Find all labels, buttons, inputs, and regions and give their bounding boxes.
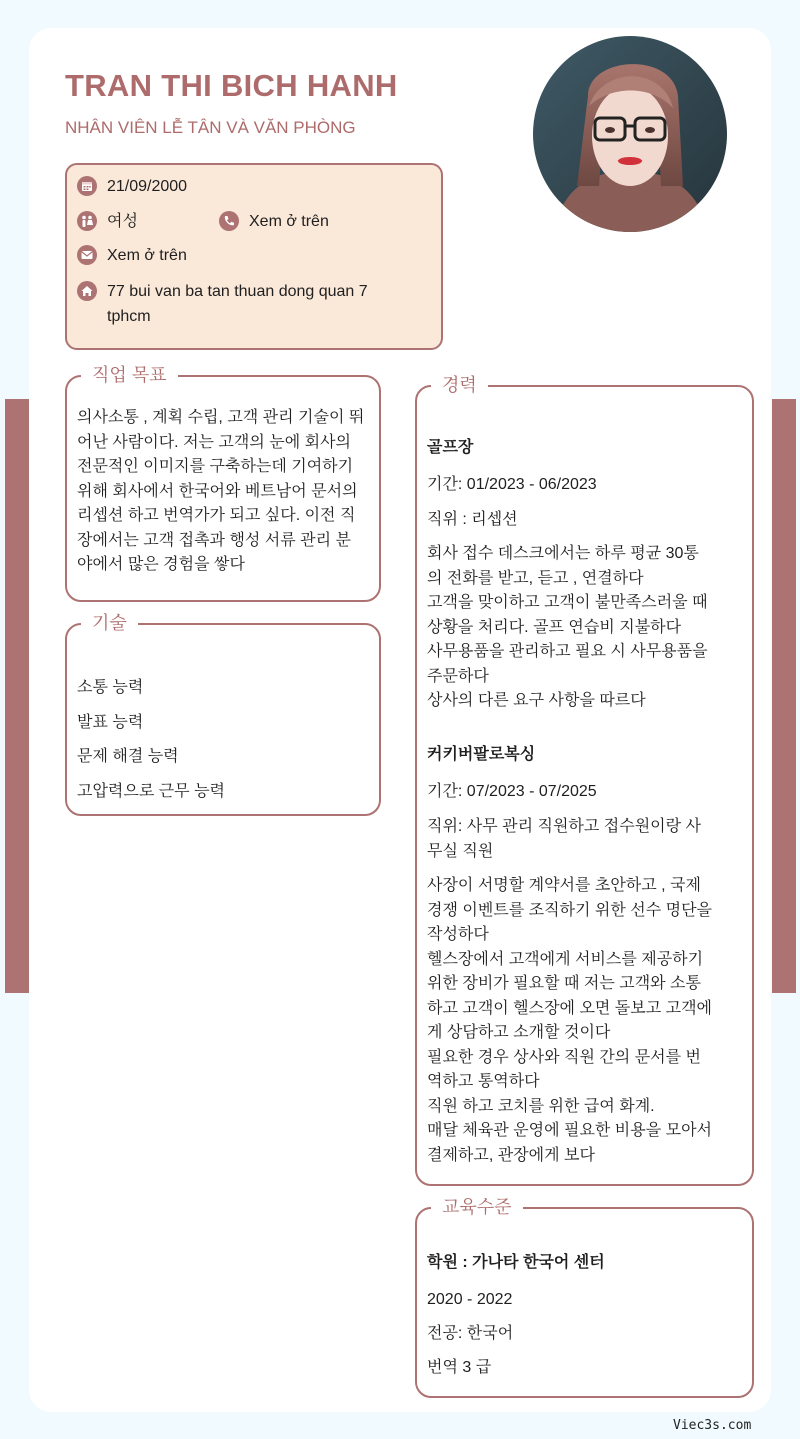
job-description-line: 필요한 경우 상사와 직원 간의 문서를 번: [427, 1048, 701, 1066]
objective-title: 직업 목표: [81, 364, 178, 386]
objective-line: 의사소통 , 계획 수립, 고객 관리 기술이 뛰: [77, 409, 365, 426]
objective-line: 야에서 많은 경험을 쌓다: [77, 556, 245, 573]
job-description-line: 하고 고객이 헬스장에 오면 돌보고 고객에: [427, 999, 712, 1017]
job-description: [427, 542, 708, 714]
education-school: 학원 : 가나타 한국어 센터: [427, 1254, 605, 1271]
education-major: 전공: 한국어: [427, 1325, 514, 1342]
birthday-row: [77, 174, 187, 199]
envelope-icon: [77, 245, 97, 265]
skill-item: 고압력으로 근무 능력: [77, 783, 225, 801]
home-icon: [77, 281, 97, 301]
job-position: [427, 508, 518, 533]
address-row: [77, 279, 368, 329]
job-description-line: 고객을 맞이하고 고객이 불만족스러울 때: [427, 594, 708, 611]
job-position-line: 무실 직원: [427, 842, 494, 860]
address-line-2: tphcm: [107, 308, 151, 325]
candidate-job-title: NHÂN VIÊN LỄ TÂN VÀ VĂN PHÒNG: [65, 118, 356, 137]
job-description-line: 매달 체육관 운영에 필요한 비용을 모아서: [427, 1122, 712, 1139]
job-description-line: 작성하다: [427, 926, 489, 943]
objective-line: 장에서는 고객 접촉과 행성 서류 관리 분: [77, 531, 351, 549]
education-title: 교육수준: [431, 1196, 523, 1218]
skill-item: 발표 능력: [77, 713, 144, 731]
education-note: 번역 3 급: [427, 1359, 492, 1376]
job-description-line: 경쟁 이벤트를 조직하기 위한 선수 명단을: [427, 901, 712, 919]
footer-brand[interactable]: Viec3s.com: [673, 1418, 752, 1433]
candidate-name: TRAN THI BICH HANH: [65, 68, 398, 103]
job-period: 기간: 07/2023 - 07/2025: [427, 783, 597, 800]
phone-icon: [219, 211, 239, 231]
skills-list: [77, 671, 225, 810]
job-position: [427, 815, 701, 864]
right-accent-band: [772, 399, 796, 993]
job-description-line: 주문하다: [427, 667, 489, 685]
email-row: [77, 243, 187, 268]
gender-row: [77, 209, 138, 234]
job-position-line: 직위: 사무 관리 직원하고 접수원이랑 사: [427, 818, 701, 835]
skill-item: 소통 능력: [77, 679, 144, 696]
job-description-line: 위한 장비가 필요할 때 저는 고객와 소통: [427, 975, 701, 992]
skill-item: 문제 해결 능력: [77, 748, 179, 766]
job-period: 기간: 01/2023 - 06/2023: [427, 476, 597, 493]
education-years: 2020 - 2022: [427, 1291, 513, 1308]
objective-line: 리셉션 하고 번역가가 되고 싶다. 이전 직: [77, 507, 356, 524]
gender-text: 여성: [107, 213, 138, 230]
job-description-line: 헬스장에서 고객에게 서비스를 제공하기: [427, 950, 704, 968]
job-description-line: 직원 하고 코치를 위한 급여 화계.: [427, 1097, 655, 1115]
job-description-line: 상사의 다른 요구 사항을 따르다: [427, 692, 646, 709]
phone-text: Xem ở trên: [249, 213, 329, 230]
job-position-line: 직위 : 리셉션: [427, 511, 518, 528]
avatar: [533, 36, 727, 232]
job-description-line: 게 상담하고 소개할 것이다: [427, 1024, 611, 1041]
job-company: 골프장: [427, 439, 474, 456]
calendar-icon: [77, 176, 97, 196]
experience-title: 경력: [431, 374, 488, 396]
job-description-line: 회사 접수 데스크에서는 하루 평균 30통: [427, 545, 699, 562]
gender-icon: [77, 211, 97, 231]
objective-text: [77, 406, 364, 578]
address-line-1: 77 bui van ba tan thuan dong quan 7: [107, 283, 368, 300]
objective-line: 전문적인 이미지를 구축하는데 기여하기: [77, 458, 354, 475]
job-description-line: 의 전화를 받고, 듣고 , 연결하다: [427, 569, 644, 587]
objective-line: 어난 사람이다. 저는 고객의 눈에 회사의: [77, 433, 351, 451]
skills-title: 기술: [81, 612, 138, 634]
phone-row: [219, 209, 329, 234]
job-description: [427, 874, 712, 1168]
objective-line: 위해 회사에서 한국어와 베트남어 문서의: [77, 482, 358, 500]
job-company: 커키버팔로복싱: [427, 746, 536, 763]
email-text: Xem ở trên: [107, 247, 187, 264]
job-description-line: 사무용품을 관리하고 필요 시 사무용품을: [427, 643, 708, 660]
birthday-text: 21/09/2000: [107, 178, 188, 195]
job-description-line: 역하고 통역하다: [427, 1073, 540, 1090]
job-description-line: 상황을 처리다. 골프 연습비 지불하다: [427, 618, 682, 636]
left-accent-band: [5, 399, 29, 993]
job-description-line: 결제하고, 관장에게 보다: [427, 1146, 595, 1164]
avatar-illustration: [533, 36, 727, 232]
job-description-line: 사장이 서명할 계약서를 초안하고 , 국제: [427, 877, 701, 894]
